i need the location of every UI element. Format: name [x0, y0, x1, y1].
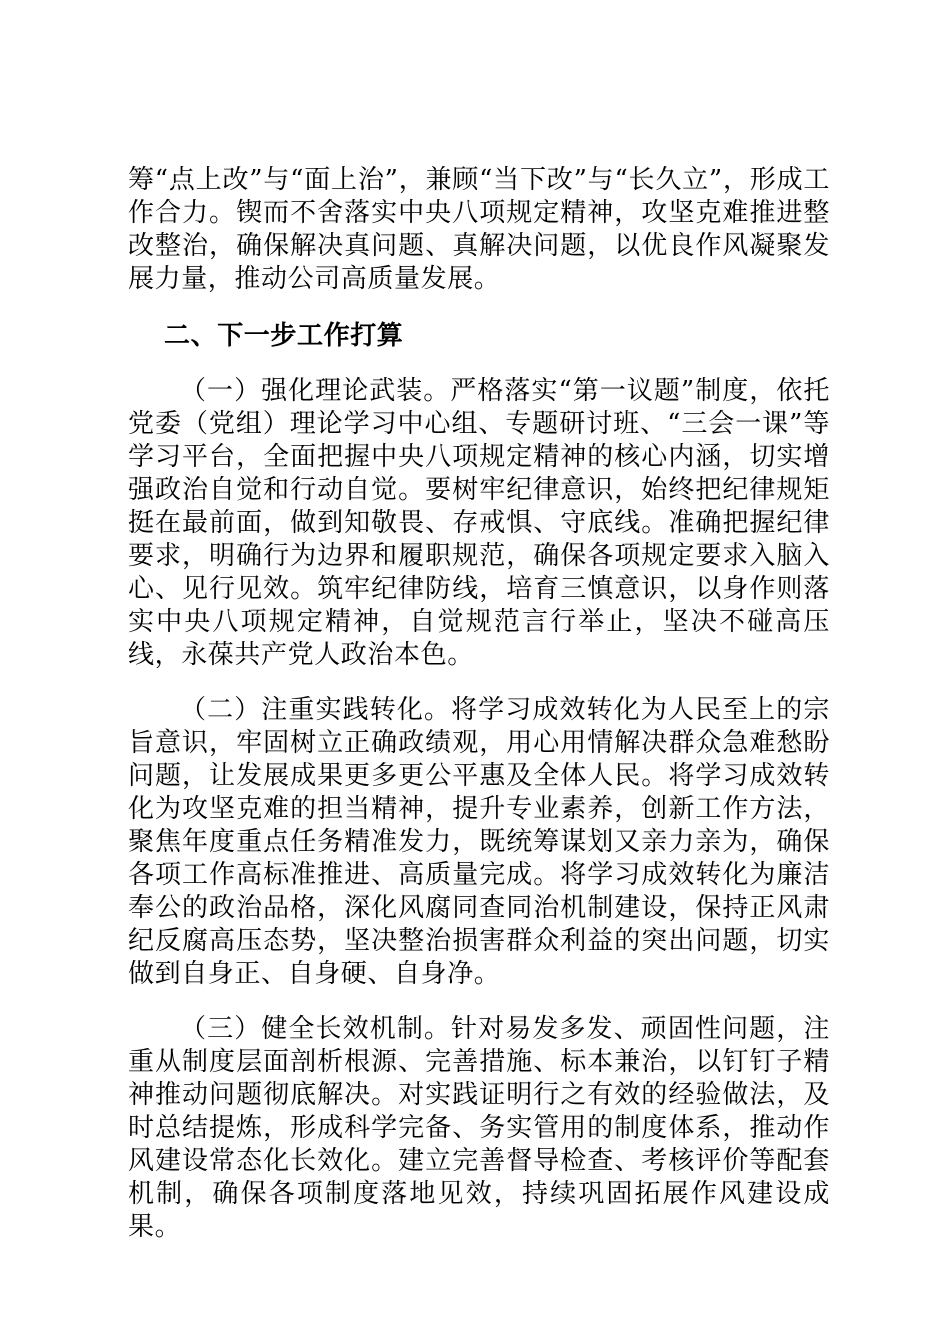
document-body	[128, 164, 830, 1244]
spacer	[128, 353, 830, 375]
paragraph-long-term-mechanism: （三）健全长效机制。针对易发多发、顽固性问题，注重从制度层面剖析根源、完善措施、标本兼治，以钉钉子精神推动问题彻底解决。对实践证明行之有效的经验做法，及时总结提炼，形成科学完备、务实管用的制度体系，推动作风建设常态化长效化。建立完善督导检查、考核评价等配套机制，确保各项制度落地见效，持续巩固拓展作风建设成果。	[128, 1014, 830, 1242]
spacer	[128, 991, 830, 1013]
section-heading-next-steps: 二、下一步工作打算	[164, 321, 404, 351]
paragraph-practice-transformation: （二）注重实践转化。将学习成效转化为人民至上的宗旨意识，牢固树立正确政绩观，用心用情解决群众急难愁盼问题，让发展成果更多更公平惠及全体人民。将学习成效转化为攻坚克难的担当精神，提升专业素养，创新工作方法，聚焦年度重点任务精准发力，既统筹谋划又亲力亲为，确保各项工作高标准推进、高质量完成。将学习成效转化为廉洁奉公的政治品格，深化风腐同查同治机制建设，保持正风肃纪反腐高压态势，坚决整治损害群众利益的突出问题，切实做到自身正、自身硬、自身净。	[128, 695, 830, 989]
spacer	[128, 672, 830, 694]
spacer	[128, 296, 830, 320]
paragraph-theory-study: （一）强化理论武装。严格落实“第一议题”制度，依托党委（党组）理论学习中心组、专题研讨班、“三会一课”等学习平台，全面把握中央八项规定精神的核心内涵，切实增强政治自觉和行动自觉。要树牢纪律意识，始终把纪律规矩挺在最前面，做到知敬畏、存戒惧、守底线。准确把握纪律要求，明确行为边界和履职规范，确保各项规定要求入脑入心、见行见效。筑牢纪律防线，培育三慎意识，以身作则落实中央八项规定精神，自觉规范言行举止，坚决不碰高压线，永葆共产党人政治本色。	[128, 376, 830, 670]
paragraph-continuation: 筹“点上改”与“面上治”，兼顾“当下改”与“长久立”，形成工作合力。锲而不舍落实中央八项规定精神，攻坚克难推进整改整治，确保解决真问题、真解决问题，以优良作风凝聚发展力量，推动公司高质量发展。	[128, 165, 830, 294]
